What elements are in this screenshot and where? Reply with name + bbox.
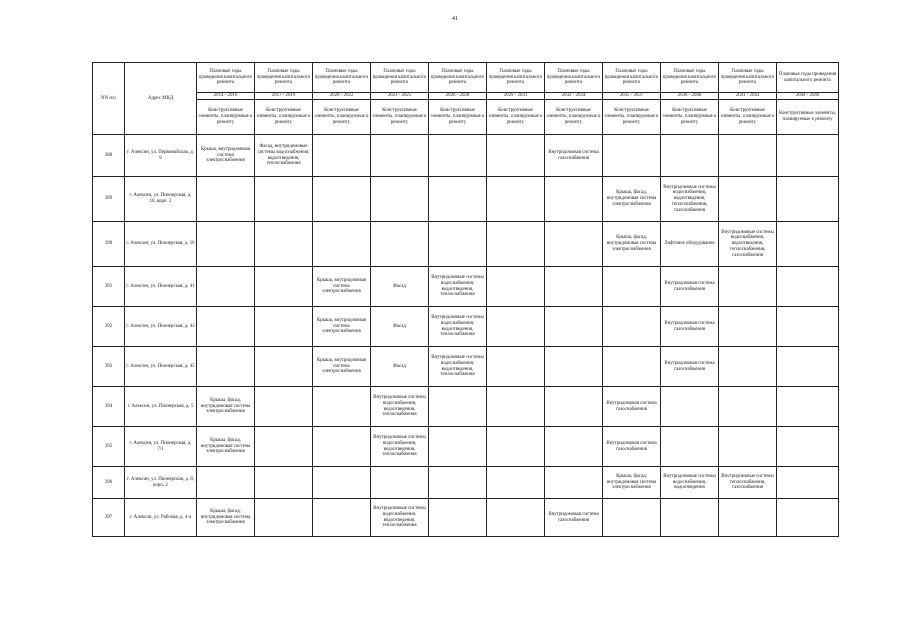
row-cell: Внутридомовая система газоснабжения (545, 499, 603, 537)
row-address: г. Алексин, ул. Пионерская, д. 45 (125, 347, 197, 387)
row-cell (197, 267, 255, 307)
header-period-label: Плановые годы проведения капитального ремонта (487, 63, 545, 93)
header-years-range: 2014 - 2016 (197, 93, 255, 100)
row-cell (429, 499, 487, 537)
row-cell (603, 499, 661, 537)
row-address: г. Алексин, ул. Пионерская, д. 16 (125, 222, 197, 267)
row-address: г. Алексин, ул. Первомайская, д. 9 (125, 135, 197, 177)
row-cell: Внутридомовые системы теплоснабжения, газоснабжения (719, 467, 777, 499)
row-cell (197, 307, 255, 347)
row-cell (661, 499, 719, 537)
row-cell (487, 177, 545, 222)
row-cell: Внутридомовые системы водоснабжения, водоотведения, теплоснабжения (371, 499, 429, 537)
row-cell (313, 387, 371, 427)
row-cell: Крыша, внутридомовая система электроснабжения (197, 135, 255, 177)
row-number: 393 (93, 347, 125, 387)
row-cell (661, 427, 719, 467)
row-address: г. Алексин, ул. Пионерская, д. 41 (125, 267, 197, 307)
row-cell (777, 177, 839, 222)
row-cell (603, 135, 661, 177)
row-cell (487, 467, 545, 499)
row-cell (487, 135, 545, 177)
row-cell (313, 467, 371, 499)
header-period-label: Плановые годы проведения капитального ремонта (777, 63, 839, 93)
row-cell: Внутридомовые системы водоснабжения, водоотведения, теплоснабжения (371, 387, 429, 427)
table-row (93, 267, 839, 307)
row-cell (777, 347, 839, 387)
header-period-label: Плановые годы проведения капитального ремонта (313, 63, 371, 93)
row-cell (255, 347, 313, 387)
row-cell (719, 135, 777, 177)
row-cell (313, 427, 371, 467)
row-cell (371, 467, 429, 499)
row-cell: Фасад, внутридомовые системы водоснабжения, водоотведения, теплоснабжения (255, 135, 313, 177)
row-cell (313, 135, 371, 177)
header-elements-label: Конструктивные элементы, планируемые к ремонту (777, 100, 839, 135)
row-cell (487, 387, 545, 427)
row-cell (777, 387, 839, 427)
row-cell: Внутридомовые системы водоснабжения, водоотведения, теплоснабжения (429, 307, 487, 347)
row-cell: Фасад (371, 307, 429, 347)
row-cell: Фасад (371, 267, 429, 307)
table-row (93, 135, 839, 177)
header-num: NN п/п (93, 63, 125, 135)
header-years-range: 2035 - 2037 (603, 93, 661, 100)
header-elements-label: Конструктивные элементы, планируемые к ремонту (719, 100, 777, 135)
table-row (93, 347, 839, 387)
row-address: г. Алексин, ул. Пионерская, д. 10, корп. 2 (125, 177, 197, 222)
row-cell: Внутридомовые системы водоснабжения, водоотведения (661, 467, 719, 499)
row-cell (371, 222, 429, 267)
header-elements-label: Конструктивные элементы, планируемые к ремонту (371, 100, 429, 135)
row-cell (429, 427, 487, 467)
row-cell (661, 135, 719, 177)
row-cell (719, 387, 777, 427)
row-cell (603, 347, 661, 387)
row-cell (777, 135, 839, 177)
row-address: г. Алексин, ул. Пионерская, д. 43 (125, 307, 197, 347)
row-cell (777, 267, 839, 307)
repair-schedule-table (92, 62, 839, 537)
row-number: 389 (93, 177, 125, 222)
row-cell (545, 177, 603, 222)
header-years-range: 2044 - 2046 (777, 93, 839, 100)
header-period-label: Плановые годы проведения капитального ремонта (603, 63, 661, 93)
row-cell (777, 427, 839, 467)
row-cell (719, 499, 777, 537)
header-elements-label: Конструктивные элементы, планируемые к ремонту (545, 100, 603, 135)
row-cell: Крыша, фасад, внутридомовая система электроснабжения (197, 387, 255, 427)
row-cell: Внутридомовая система газоснабжения (661, 307, 719, 347)
header-years-range: 2020 - 2022 (313, 93, 371, 100)
row-cell (719, 307, 777, 347)
header-period-label: Плановые годы проведения капитального ремонта (545, 63, 603, 93)
header-years-range: 2032 - 2034 (545, 93, 603, 100)
row-cell (545, 267, 603, 307)
row-cell (777, 499, 839, 537)
row-cell (429, 135, 487, 177)
row-cell (661, 387, 719, 427)
row-cell: Крыша, внутридомовая система электроснабжения (313, 347, 371, 387)
header-years-range: 2038 - 2040 (661, 93, 719, 100)
row-cell (719, 427, 777, 467)
table-row (93, 307, 839, 347)
row-cell (197, 347, 255, 387)
row-number: 391 (93, 267, 125, 307)
row-number: 392 (93, 307, 125, 347)
row-cell: Внутридомовые системы водоснабжения, водоотведения, теплоснабжения (429, 267, 487, 307)
row-cell (487, 267, 545, 307)
header-elements-label: Конструктивные элементы, планируемые к ремонту (603, 100, 661, 135)
row-cell (255, 387, 313, 427)
row-cell (429, 387, 487, 427)
row-cell (371, 135, 429, 177)
row-cell: Крыша, внутридомовая система электроснабжения (313, 267, 371, 307)
row-cell (255, 467, 313, 499)
row-cell: Фасад (371, 347, 429, 387)
row-cell (545, 222, 603, 267)
row-cell (313, 222, 371, 267)
row-address: г. Алексин, ул. Пионерская, д. 5 (125, 387, 197, 427)
header-period-label: Плановые годы проведения капитального ремонта (719, 63, 777, 93)
header-elements-label: Конструктивные элементы, планируемые к ремонту (661, 100, 719, 135)
row-address: г. Алексин, ул. Пионерская, д. 7/1 (125, 427, 197, 467)
row-cell (197, 222, 255, 267)
row-address: г. Алексин, ул. Пионерская, д. 8, корп. 2 (125, 467, 197, 499)
row-cell (429, 222, 487, 267)
row-cell: Внутридомовые системы водоснабжения, водоотведения, теплоснабжения (371, 427, 429, 467)
table-row (93, 499, 839, 537)
row-cell: Внутридомовая система газоснабжения (545, 135, 603, 177)
page-number: 41 (452, 16, 458, 22)
row-cell (255, 267, 313, 307)
row-number: 397 (93, 499, 125, 537)
row-cell (487, 222, 545, 267)
row-cell: Крыша, фасад, внутридомовая система электроснабжения (603, 467, 661, 499)
row-cell: Лифтовое оборудование (661, 222, 719, 267)
header-address: Адрес МКД (125, 63, 197, 135)
row-cell: Крыша, фасад, внутридомовая система электроснабжения (197, 427, 255, 467)
header-elements-label: Конструктивные элементы, планируемые к ремонту (429, 100, 487, 135)
row-cell (255, 427, 313, 467)
table-row (93, 387, 839, 427)
row-cell (313, 499, 371, 537)
header-elements-label: Конструктивные элементы, планируемые к ремонту (197, 100, 255, 135)
row-cell (429, 467, 487, 499)
row-cell (603, 307, 661, 347)
row-address: г. Алексин, ул. Рабочая, д. 4-а (125, 499, 197, 537)
row-cell (777, 307, 839, 347)
row-cell (545, 427, 603, 467)
row-cell (777, 222, 839, 267)
row-cell (429, 177, 487, 222)
table-row (93, 177, 839, 222)
header-elements-label: Конструктивные элементы, планируемые к ремонту (487, 100, 545, 135)
row-cell (487, 307, 545, 347)
row-cell (777, 467, 839, 499)
row-cell: Крыша, фасад, внутридомовая система электроснабжения (603, 177, 661, 222)
row-cell (197, 177, 255, 222)
table-row (93, 427, 839, 467)
row-cell: Внутридомовая система газоснабжения (661, 267, 719, 307)
row-cell: Внутридомовая система газоснабжения (603, 427, 661, 467)
row-number: 390 (93, 222, 125, 267)
row-cell (545, 387, 603, 427)
row-cell (719, 177, 777, 222)
row-cell: Крыша, фасад, внутридомовая система электроснабжения (197, 499, 255, 537)
row-cell (197, 467, 255, 499)
row-cell (545, 467, 603, 499)
row-cell: Внутридомовые системы водоснабжения, водоотведения, теплоснабжения, газоснабжения (661, 177, 719, 222)
row-cell: Крыша, фасад, внутридомовая система электроснабжения (603, 222, 661, 267)
header-period-label: Плановые годы проведения капитального ремонта (255, 63, 313, 93)
row-cell: Внутридомовые системы водоснабжения, водоотведения, теплоснабжения (429, 347, 487, 387)
table-row (93, 467, 839, 499)
header-years-range: 2041 - 2043 (719, 93, 777, 100)
row-cell (487, 427, 545, 467)
row-cell (313, 177, 371, 222)
header-period-label: Плановые годы проведения капитального ремонта (197, 63, 255, 93)
row-cell: Внутридомовая система газоснабжения (603, 387, 661, 427)
header-period-label: Плановые годы проведения капитального ремонта (429, 63, 487, 93)
header-years-range: 2023 - 2025 (371, 93, 429, 100)
row-cell (719, 267, 777, 307)
row-number: 395 (93, 427, 125, 467)
header-years-range: 2029 - 2031 (487, 93, 545, 100)
row-cell: Внутридомовые системы водоснабжения, водоотведения, теплоснабжения, газоснабжения (719, 222, 777, 267)
row-number: 396 (93, 467, 125, 499)
row-cell (487, 499, 545, 537)
header-period-label: Плановые годы проведения капитального ремонта (371, 63, 429, 93)
row-cell (255, 177, 313, 222)
row-cell (719, 347, 777, 387)
header-years-range: 2017 - 2019 (255, 93, 313, 100)
header-period-label: Плановые годы проведения капитального ремонта (661, 63, 719, 93)
row-cell (255, 499, 313, 537)
header-years-range: 2026 - 2028 (429, 93, 487, 100)
row-cell (255, 222, 313, 267)
row-cell: Внутридомовая система газоснабжения (661, 347, 719, 387)
table-row (93, 222, 839, 267)
row-cell (603, 267, 661, 307)
row-cell (545, 347, 603, 387)
row-cell (487, 347, 545, 387)
row-number: 394 (93, 387, 125, 427)
row-cell (255, 307, 313, 347)
header-elements-label: Конструктивные элементы, планируемые к ремонту (255, 100, 313, 135)
row-cell: Крыша, внутридомовая система электроснабжения (313, 307, 371, 347)
header-elements-label: Конструктивные элементы, планируемые к ремонту (313, 100, 371, 135)
row-cell (545, 307, 603, 347)
row-cell (371, 177, 429, 222)
row-number: 388 (93, 135, 125, 177)
